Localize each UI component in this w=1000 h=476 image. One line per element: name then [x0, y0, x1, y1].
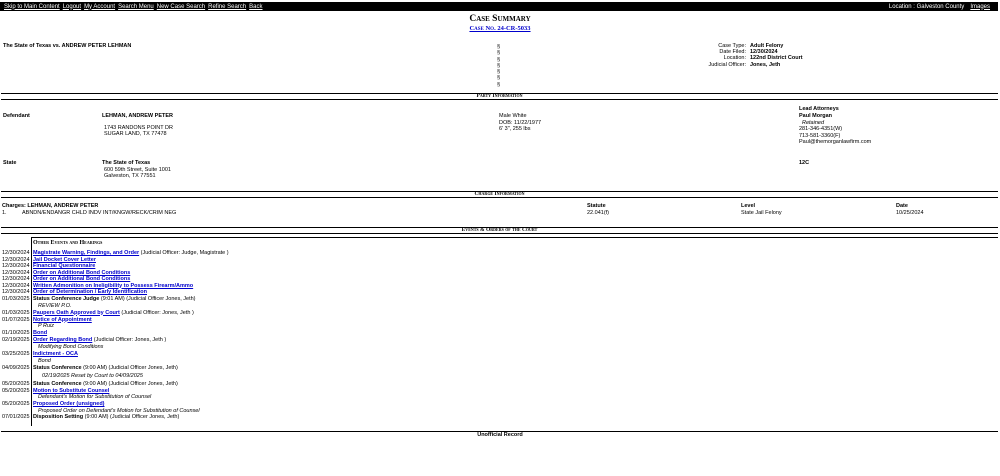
charges-label: Charges: LEHMAN, ANDREW PETER: [2, 203, 99, 209]
events-box: [31, 237, 998, 426]
defendant-address2: SUGAR LAND, TX 77478: [104, 131, 167, 137]
event-link[interactable]: Jail Docket Cover Letter: [33, 256, 96, 263]
top-nav-bar: [0, 2, 998, 11]
section-mark: §: [497, 56, 501, 63]
event-date: 03/25/2025: [2, 351, 30, 357]
nav-links: [4, 4, 266, 10]
new-case-search-link[interactable]: New Case Search: [156, 3, 206, 10]
charge-description: ABNDN/ENDANGR CHLD INDV INT/KNGW/RECK/CRIM NEG: [22, 210, 177, 216]
event-date: 05/20/2025: [2, 387, 30, 394]
case-style: The State of Texas vs. ANDREW PETER LEHMAN: [3, 43, 132, 49]
case-number: Case No. 24-CR-5033: [469, 25, 531, 32]
event-row: [2, 310, 194, 316]
section-marks: [497, 44, 500, 88]
event-subnote: 02/19/2025 Reset by Court to 04/09/2025: [42, 372, 143, 379]
charge-level: State Jail Felony: [741, 210, 782, 216]
event-row: [2, 388, 109, 394]
event-hearing: Status Conference: [33, 381, 82, 387]
event-detail: (9:00 AM) (Judicial Officer Jones, Jeth): [81, 364, 178, 371]
charge-date: 10/25/2024: [896, 210, 924, 216]
date-column-header: Date: [896, 203, 908, 209]
charge-number: 1.: [2, 210, 7, 216]
event-detail: (Judicial Officer: Jones, Jeth ): [92, 337, 167, 343]
judicial-officer-label: Judicial Officer:: [708, 61, 746, 68]
event-date: 12/30/2024: [2, 276, 30, 282]
event-link[interactable]: Proposed Order (unsigned): [33, 401, 105, 407]
location-label: Location:: [723, 55, 746, 62]
event-detail: (9:00 AM) (Judicial Officer Jones, Jeth): [81, 381, 178, 387]
event-row: [2, 263, 95, 269]
event-link[interactable]: Paupers Oath Approved by Court: [33, 309, 120, 316]
statute-column-header: Statute: [587, 203, 606, 209]
event-row: [2, 401, 105, 407]
event-row: [2, 365, 178, 371]
event-link[interactable]: Order on Additional Bond Conditions: [33, 269, 131, 276]
event-row: [2, 283, 193, 289]
defendant-name: LEHMAN, ANDREW PETER: [102, 113, 173, 119]
state-role: State: [3, 160, 17, 166]
event-detail: (Judicial Officer: Jones, Jeth ): [119, 309, 194, 316]
charge-information-header: Charge Information: [1, 191, 998, 198]
images-link[interactable]: Images: [970, 3, 990, 10]
event-date: 04/09/2025: [2, 364, 30, 371]
my-account-link[interactable]: My Account: [84, 3, 116, 10]
event-row: [2, 296, 196, 302]
defendant-address1: 1743 RANDONS POINT DR: [104, 125, 173, 131]
event-date: 01/07/2025: [2, 316, 30, 323]
defense-attorney-phone2: 713-581-3360(F): [799, 132, 841, 139]
judicial-officer-value: Jones, Jeth: [750, 61, 781, 68]
event-subnote: P Ruiz: [38, 323, 54, 329]
defense-attorney-phone1: 281-346-4351(W): [799, 126, 843, 132]
events-orders-header: Events & Orders of the Court: [1, 227, 998, 234]
logout-link[interactable]: Logout: [62, 3, 82, 10]
event-link[interactable]: Motion to Substitute Counsel: [33, 387, 110, 394]
event-subnote: Modifying Bond Conditions: [38, 344, 104, 350]
lead-attorneys-label: Lead Attorneys: [799, 106, 839, 112]
event-hearing: Status Conference Judge: [33, 296, 100, 302]
defendant-role: Defendant: [3, 113, 30, 119]
event-date: 05/20/2025: [2, 381, 30, 387]
level-column-header: Level: [741, 203, 756, 209]
event-subnote: Proposed Order on Defendant's Motion for Substitution of Counsel: [38, 407, 200, 414]
date-filed-value: 12/30/2024: [750, 49, 778, 56]
defense-attorney-status: Retained: [802, 119, 825, 126]
defendant-dob: DOB: 11/22/1977: [499, 119, 542, 126]
event-row: [2, 414, 179, 420]
event-row: [2, 276, 130, 282]
defendant-sex-race: Male White: [499, 113, 527, 119]
refine-search-link[interactable]: Refine Search: [208, 3, 247, 10]
case-type-label: Case Type:: [718, 43, 746, 49]
section-mark: §: [497, 81, 501, 88]
event-hearing: Status Conference: [33, 364, 82, 371]
event-link[interactable]: Order Regarding Bond: [33, 337, 93, 343]
event-link[interactable]: Bond: [33, 330, 48, 336]
event-link[interactable]: Notice of Appointment: [33, 316, 92, 323]
event-hearing: Disposition Setting: [33, 414, 84, 420]
event-row: [2, 337, 166, 343]
case-type-value: Adult Felony: [750, 43, 784, 49]
charge-statute: 22.041(f): [587, 210, 610, 216]
event-date: 01/03/2025: [2, 309, 30, 316]
section-mark: §: [497, 69, 501, 76]
event-date: 12/30/2024: [2, 269, 30, 276]
event-date: 12/30/2024: [2, 250, 30, 256]
event-row: [2, 317, 92, 323]
event-link[interactable]: Order on Additional Bond Conditions: [33, 276, 131, 282]
party-information-header: Party Information: [1, 93, 998, 100]
event-date: 01/03/2025: [2, 296, 30, 302]
state-address2: Galveston, TX 77551: [104, 173, 156, 179]
event-detail: (9:01 AM) (Judicial Officer Jones, Jeth): [99, 296, 196, 302]
event-date: 12/30/2024: [2, 282, 30, 289]
event-link[interactable]: Magistrate Warning, Findings, and Order: [33, 250, 140, 256]
date-filed-label: Date Filed:: [719, 49, 746, 56]
defense-attorney-email: Paul@themorganlawfirm.com: [799, 139, 872, 145]
section-mark: §: [497, 44, 501, 50]
event-row: [2, 270, 130, 276]
event-row: [2, 330, 47, 336]
section-mark: §: [497, 75, 501, 82]
event-link[interactable]: Written Admonition on Ineligibility to Possess Firearm/Ammo: [33, 282, 194, 289]
location-label: Location : Galveston County: [888, 3, 965, 10]
state-address1: 600 59th Street, Suite 1001: [104, 166, 171, 173]
search-menu-link[interactable]: Search Menu: [118, 3, 154, 10]
case-info: [650, 43, 803, 68]
defense-attorney-name: Paul Morgan: [799, 113, 833, 119]
section-mark: §: [497, 50, 501, 57]
event-detail: (9:00 AM) (Judicial Officer Jones, Jeth): [83, 414, 180, 420]
section-mark: §: [497, 62, 501, 69]
event-date: 12/30/2024: [2, 263, 30, 269]
event-link[interactable]: Indictment - OCA: [33, 351, 78, 357]
event-row: [2, 381, 178, 387]
skip-to-main-content-link[interactable]: Skip to Main Content: [4, 3, 60, 10]
other-events-title: Other Events and Hearings: [33, 240, 103, 246]
event-row: [2, 257, 96, 263]
defendant-height-weight: 6' 3", 255 lbs: [499, 126, 531, 132]
event-link[interactable]: Order of Determination / Early Identification: [33, 289, 147, 295]
event-row: [2, 250, 229, 256]
event-date: 05/20/2025: [2, 401, 30, 407]
event-subnote: Bond: [38, 357, 51, 364]
event-date: 02/19/2025: [2, 337, 30, 343]
unofficial-record-footer: Unofficial Record: [477, 432, 523, 438]
event-row: [2, 351, 78, 357]
location-value: 122nd District Court: [750, 55, 803, 62]
event-row: [2, 289, 147, 295]
event-subnote: Defendant's Motion for Substitution of Counsel: [38, 394, 152, 400]
event-date: 12/30/2024: [2, 289, 30, 295]
event-link[interactable]: Financial Questionnaire: [33, 263, 96, 269]
event-subnote: REVIEW P.O.: [38, 303, 72, 309]
page-title: Case Summary: [469, 14, 531, 24]
back-link[interactable]: Back: [249, 3, 263, 10]
state-attorney: 12C: [799, 160, 810, 166]
event-date: 12/30/2024: [2, 256, 30, 263]
event-date: 01/10/2025: [2, 330, 30, 336]
event-date: 07/01/2025: [2, 414, 30, 420]
event-detail: (Judicial Officer: Judge, Magistrate ): [139, 250, 229, 256]
state-name: The State of Texas: [102, 160, 151, 166]
